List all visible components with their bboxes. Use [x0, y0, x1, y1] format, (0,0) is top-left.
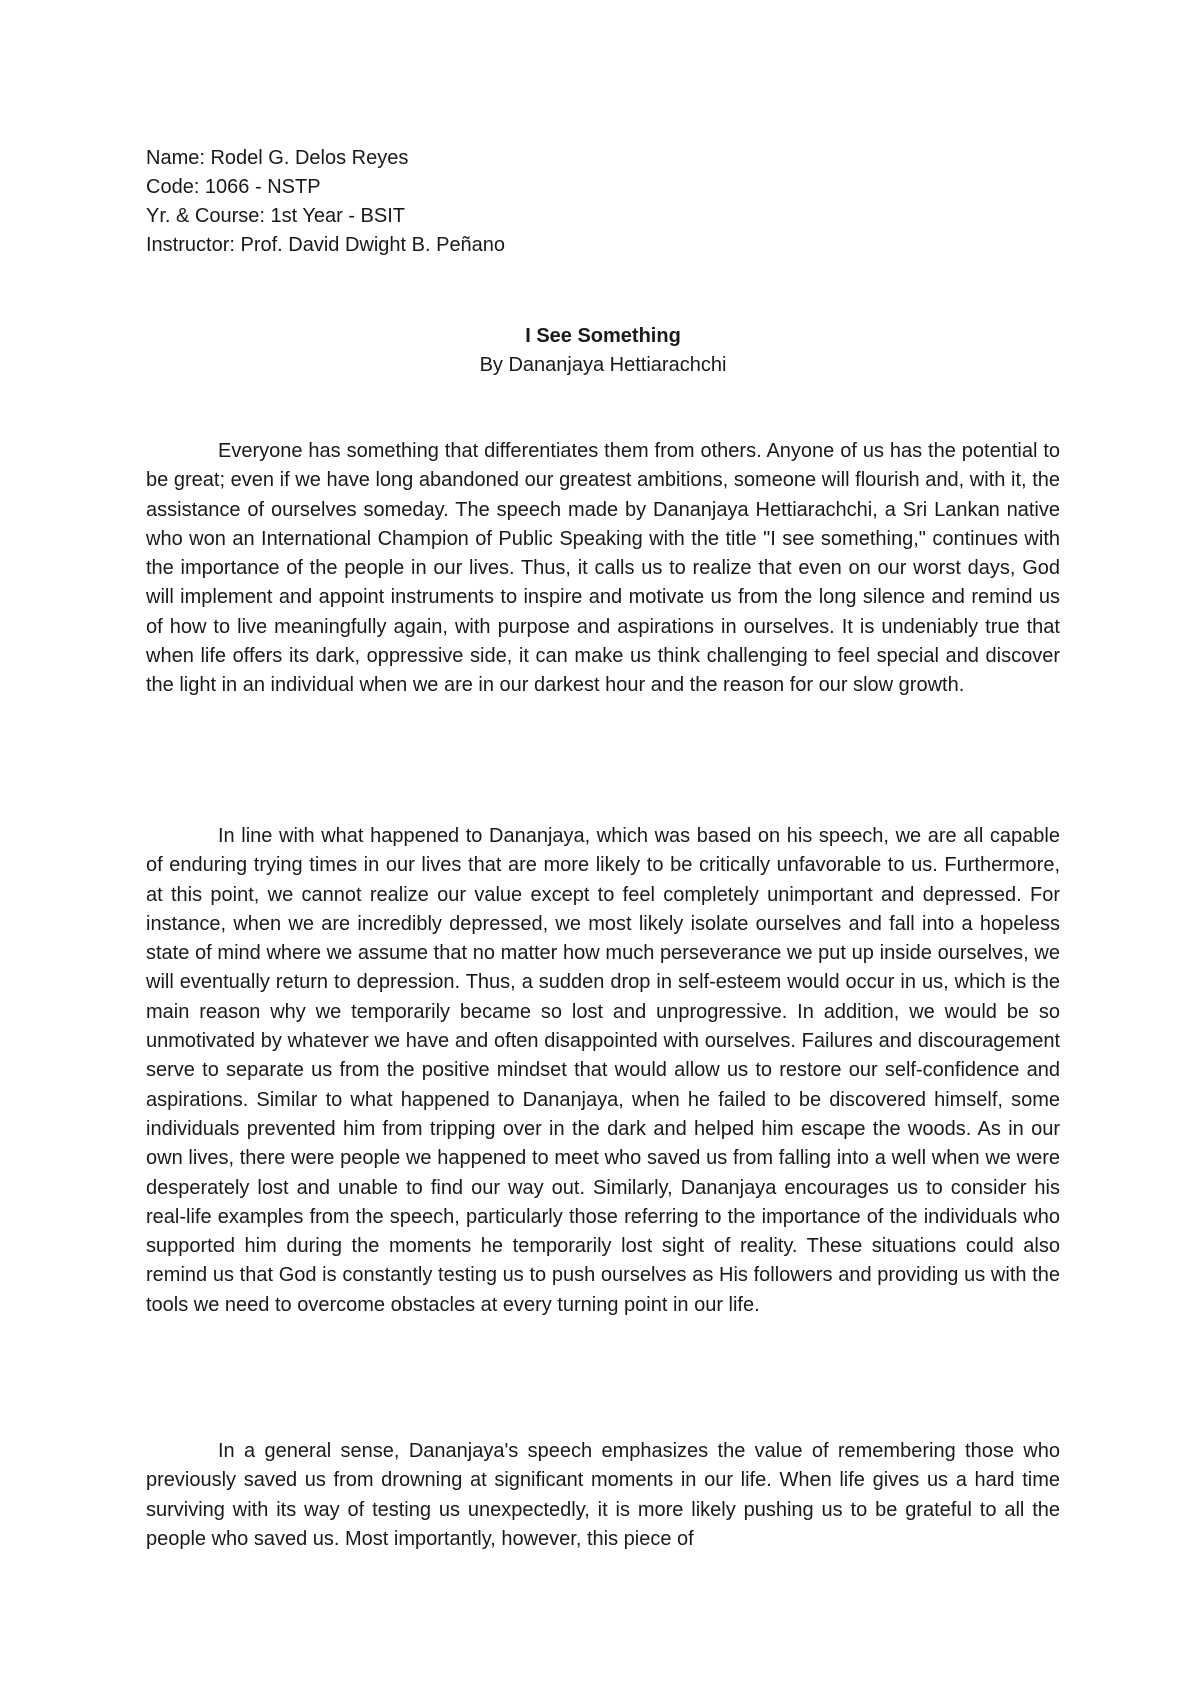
year-and-course: Yr. & Course: 1st Year - BSIT: [146, 205, 406, 227]
essay-title-block: [146, 322, 1060, 380]
essay-byline: By Dananjaya Hettiarachchi: [479, 354, 727, 376]
student-name: Name: Rodel G. Delos Reyes: [146, 147, 409, 169]
body-paragraph-3: In a general sense, Dananjaya's speech emphasizes the value of remembering those who previously saved us from drowning at significant moments in our life. When life gives us a hard time surviving with its way of testing us unexpectedly, it is more likely pushing us to be grateful to all the people who saved us. Most importantly, however, this piece of: [146, 1440, 1060, 1550]
essay-title: I See Something: [525, 325, 681, 347]
body-paragraph-2: In line with what happened to Dananjaya, which was based on his speech, we are all capable of enduring trying times in our lives that are more likely to be critically unfavorable to us. Furthermore, at this point, we cannot realize our value except to feel completely unimportant and depressed. For instance, when we are incredibly depressed, we most likely isolate ourselves and fall into a hopeless state of mind where we assume that no matter how much perseverance we put up inside ourselves, we will eventually return to depression. Thus, a sudden drop in self-esteem would occur in us, which is the main reason why we temporarily became so lost and unprogressive. In addition, we would be so unmotivated by whatever we have and often disappointed with ourselves. Failures and discouragement serve to separate us from the positive mindset that would allow us to restore our self-confidence and aspirations. Similar to what happened to Dananjaya, when he failed to be discovered himself, some individuals prevented him from tripping over in the dark and helped him escape the woods. As in our own lives, there were people we happened to meet who saved us from falling into a well when we were desperately lost and unable to find our way out. Similarly, Dananjaya encourages us to consider his real-life examples from the speech, particularly those referring to the importance of the individuals who supported him during the moments he temporarily lost sight of reality. These situations could also remind us that God is constantly testing us to push ourselves as His followers and providing us with the tools we need to overcome obstacles at every turning point in our life.: [146, 825, 1060, 1316]
body-paragraph-1: Everyone has something that differentiates them from others. Anyone of us has the potential to be great; even if we have long abandoned our greatest ambitions, someone will flourish and, with it, the assistance of ourselves someday. The speech made by Dananjaya Hettiarachchi, a Sri Lankan native who won an International Champion of Public Speaking with the title "I see something," continues with the importance of the people in our lives. Thus, it calls us to realize that even on our worst days, God will implement and appoint instruments to inspire and motivate us from the long silence and remind us of how to live meaningfully again, with purpose and aspirations in ourselves. It is undeniably true that when life offers its dark, oppressive side, it can make us think challenging to feel special and discover the light in an individual when we are in our darkest hour and the reason for our slow growth.: [146, 440, 1060, 697]
course-code: Code: 1066 - NSTP: [146, 176, 321, 198]
student-info-header: [146, 144, 746, 260]
instructor-name: Instructor: Prof. David Dwight B. Peñano: [146, 234, 506, 256]
